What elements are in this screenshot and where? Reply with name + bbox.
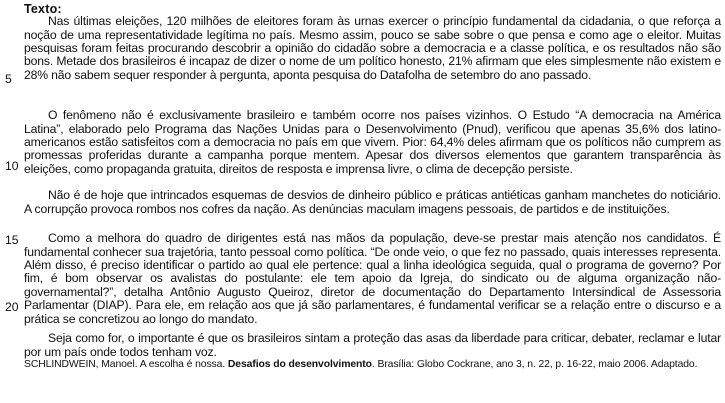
paragraph-1: Nas últimas eleições, 120 milhões de eleitores foram às urnas exercer o princípio fundamental da cidadania, o que reforça a noção de uma representatividade legítima no país. Mesmo assim, pouco se sabe sobre o que pensa e como age o eleitor. Muitas pesquisas foram feitas procurando descobrir a opinião do cidadão sobre a democracia e a classe política, e os resultados não são bons. Metade dos brasileiros é incapaz de dizer o nome de um político honesto, 21% afirmam que eles simplesmente não existem e 28% não sabem sequer responder à pergunta, aponta pesquisa do Datafolha de setembro do ano passado.	[24, 14, 721, 82]
citation-publication: Desafios do desenvolvimento	[227, 359, 372, 370]
paragraph-3: Não é de hoje que intrincados esquemas de desvios de dinheiro público e práticas antiéticas ganham manchetes do noticiário. A corrupção provoca rombos nos cofres da nação. As denúncias maculam imagens pessoais, de partidos e de instituições.	[24, 188, 721, 216]
line-number-15: 15	[5, 233, 19, 247]
citation-author-title: SCHLINDWEIN, Manoel. A escolha é nossa.	[24, 359, 228, 370]
paragraph-2: O fenômeno não é exclusivamente brasileiro e também ocorre nos países vizinhos. O Estudo “A democracia na América Latina”, elaborado pelo Programa das Nações Unidas para o Desenvolvimento (Pnud), verificou que apenas 35,6% dos latino-americanos estão satisfeitos com a democracia no país em que vivem. Pior: 64,4% deles afirmam que os políticos não cumprem as promessas proferidas durante a campanha porque mentem. Apesar dos diversos elementos que garantem transparência às eleições, como propaganda gratuita, direitos de resposta e imprensa livre, o clima de decepção persiste.	[24, 108, 721, 176]
paragraph-4: Como a melhora do quadro de dirigentes está nas mãos da população, deve-se prestar mais atenção nos candidatos. É fundamental conhecer sua trajetória, tanto pessoal como política. “De onde veio, o que fez no passado, quais interesses representa. Além disso, é preciso identificar o partido ao qual ele pertence: qual a linha ideológica seguida, qual o programa de governo? Por fim, é bom observar os avalistas do postulante: ele tem apoio da Igreja, do sindicato ou de alguma organização não-governamental?”, detalha Antônio Augusto Queiroz, diretor de documentação do Departamento Intersindical de Assessoria Parlamentar (DIAP). Para ele, em relação aos que já são parlamentares, é fundamental verificar se a relação entre o discurso e a prática se concretizou ao longo do mandato.	[24, 231, 721, 326]
paragraph-5: Seja como for, o importante é que os brasileiros sintam a proteção das asas da liberdade para criticar, debater, reclamar e lutar por um país onde todos tenham voz.	[24, 331, 721, 359]
line-number-10: 10	[5, 159, 19, 173]
line-number-5: 5	[5, 72, 12, 86]
citation-details: . Brasília: Globo Cockrane, ano 3, n. 22, p. 16-22, maio 2006. Adaptado.	[371, 359, 698, 370]
source-citation	[24, 358, 721, 371]
line-number-20: 20	[5, 300, 19, 314]
text-heading: Texto:	[24, 2, 62, 16]
